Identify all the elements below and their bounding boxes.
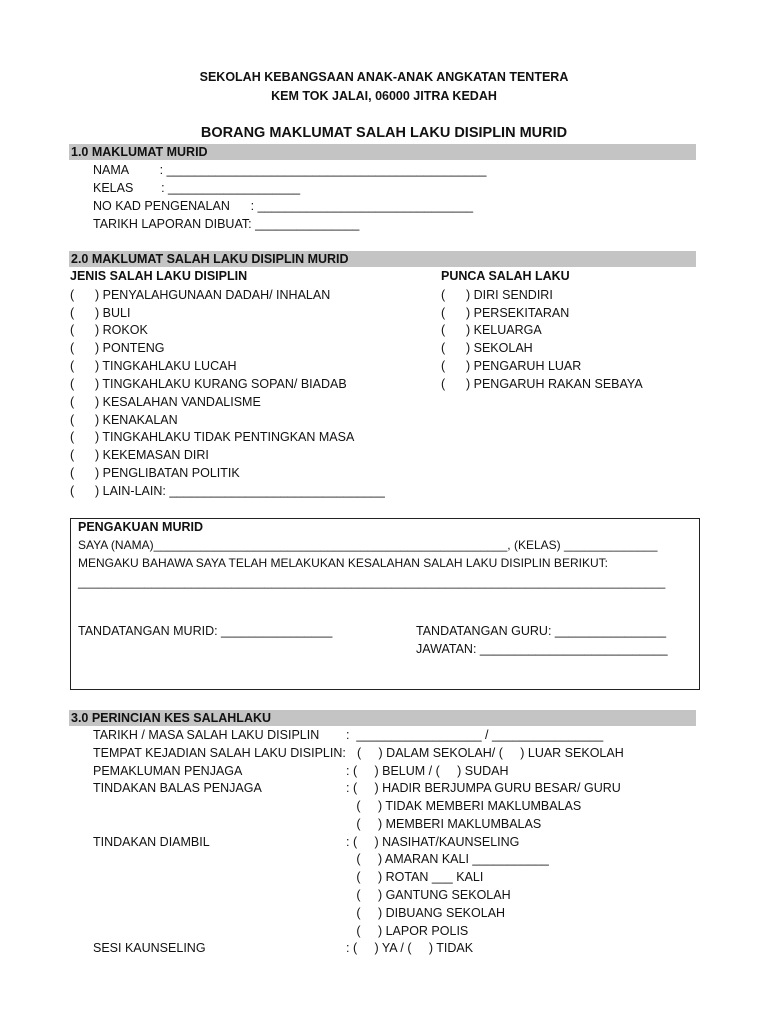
jenis-item[interactable]: ( ) ROKOK	[70, 323, 148, 337]
field-no-kad[interactable]: NO KAD PENGENALAN : _______________________________	[93, 199, 474, 213]
punca-item[interactable]: ( ) PENGARUH RAKAN SEBAYA	[441, 377, 643, 391]
jenis-item[interactable]: ( ) PENYALAHGUNAAN DADAH/ INHALAN	[70, 288, 331, 302]
confession-blank-line[interactable]: ________________________________________________________________________________________	[78, 575, 666, 589]
row-value[interactable]: : ( ) NASIHAT/KAUNSELING	[346, 835, 520, 849]
row-value[interactable]: : __________________ / ________________	[346, 728, 604, 742]
section3-heading: 3.0 PERINCIAN KES SALAHLAKU	[71, 711, 272, 725]
jenis-item[interactable]: ( ) PONTENG	[70, 341, 165, 355]
row-value[interactable]: : ( ) YA / ( ) TIDAK	[346, 941, 474, 955]
confession-heading: PENGAKUAN MURID	[78, 520, 203, 534]
jenis-item[interactable]: ( ) KESALAHAN VANDALISME	[70, 395, 261, 409]
form-title: BORANG MAKLUMAT SALAH LAKU DISIPLIN MURID	[200, 125, 568, 141]
punca-title: PUNCA SALAH LAKU	[441, 269, 570, 283]
row-value[interactable]: : ( ) BELUM / ( ) SUDAH	[346, 764, 509, 778]
confession-name-line[interactable]: SAYA (NAMA)_____________________________________________________, (KELAS) ______________	[78, 538, 658, 552]
row-value[interactable]: : ( ) HADIR BERJUMPA GURU BESAR/ GURU	[346, 781, 621, 795]
jenis-item[interactable]: ( ) TINGKAHLAKU LUCAH	[70, 359, 237, 373]
punca-item[interactable]: ( ) DIRI SENDIRI	[441, 288, 553, 302]
row-label: TARIKH / MASA SALAH LAKU DISIPLIN	[93, 728, 320, 742]
jenis-item[interactable]: ( ) BULI	[70, 306, 131, 320]
section2-band	[69, 251, 696, 267]
section3-band	[69, 710, 696, 726]
row-label: TINDAKAN DIAMBIL	[93, 835, 210, 849]
jenis-title: JENIS SALAH LAKU DISIPLIN	[70, 269, 248, 283]
row-value[interactable]: ( ) DIBUANG SEKOLAH	[346, 906, 506, 920]
teacher-signature[interactable]: TANDATANGAN GURU: ________________	[416, 624, 667, 638]
school-address: KEM TOK JALAI, 06000 JITRA KEDAH	[271, 89, 497, 103]
punca-item[interactable]: ( ) SEKOLAH	[441, 341, 533, 355]
jenis-item[interactable]: ( ) PENGLIBATAN POLITIK	[70, 466, 240, 480]
jenis-item[interactable]: ( ) KENAKALAN	[70, 413, 178, 427]
punca-item[interactable]: ( ) PENGARUH LUAR	[441, 359, 582, 373]
field-kelas[interactable]: KELAS : ___________________	[93, 181, 301, 195]
jenis-item[interactable]: ( ) LAIN-LAIN: _______________________________	[70, 484, 385, 498]
field-nama[interactable]: NAMA : ______________________________________________	[93, 163, 487, 177]
row-value[interactable]: ( ) AMARAN KALI ___________	[346, 852, 549, 866]
confession-statement: MENGAKU BAHAWA SAYA TELAH MELAKUKAN KESALAHAN SALAH LAKU DISIPLIN BERIKUT:	[78, 556, 608, 570]
row-value[interactable]: ( ) ROTAN ___ KALI	[346, 870, 484, 884]
row-value[interactable]: ( ) LAPOR POLIS	[346, 924, 469, 938]
section2-heading: 2.0 MAKLUMAT SALAH LAKU DISIPLIN MURID	[71, 252, 349, 266]
teacher-position[interactable]: JAWATAN: ___________________________	[416, 642, 668, 656]
row-value[interactable]: ( ) DALAM SEKOLAH/ ( ) LUAR SEKOLAH	[357, 746, 624, 760]
row-label: PEMAKLUMAN PENJAGA	[93, 764, 243, 778]
row-label: SESI KAUNSELING	[93, 941, 206, 955]
jenis-item[interactable]: ( ) KEKEMASAN DIRI	[70, 448, 209, 462]
section1-band	[69, 144, 696, 160]
jenis-item[interactable]: ( ) TINGKAHLAKU KURANG SOPAN/ BIADAB	[70, 377, 347, 391]
row-label: TEMPAT KEJADIAN SALAH LAKU DISIPLIN:	[93, 746, 346, 760]
punca-item[interactable]: ( ) PERSEKITARAN	[441, 306, 570, 320]
row-value[interactable]: ( ) GANTUNG SEKOLAH	[346, 888, 511, 902]
punca-item[interactable]: ( ) KELUARGA	[441, 323, 542, 337]
row-value[interactable]: ( ) MEMBERI MAKLUMBALAS	[346, 817, 542, 831]
row-value[interactable]: ( ) TIDAK MEMBERI MAKLUMBALAS	[346, 799, 582, 813]
student-signature[interactable]: TANDATANGAN MURID: ________________	[78, 624, 333, 638]
section1-heading: 1.0 MAKLUMAT MURID	[71, 145, 208, 159]
jenis-item[interactable]: ( ) TINGKAHLAKU TIDAK PENTINGKAN MASA	[70, 430, 355, 444]
row-label: TINDAKAN BALAS PENJAGA	[93, 781, 262, 795]
school-name: SEKOLAH KEBANGSAAN ANAK-ANAK ANGKATAN TENTERA	[199, 70, 569, 84]
field-tarikh-laporan[interactable]: TARIKH LAPORAN DIBUAT: _______________	[93, 217, 360, 231]
